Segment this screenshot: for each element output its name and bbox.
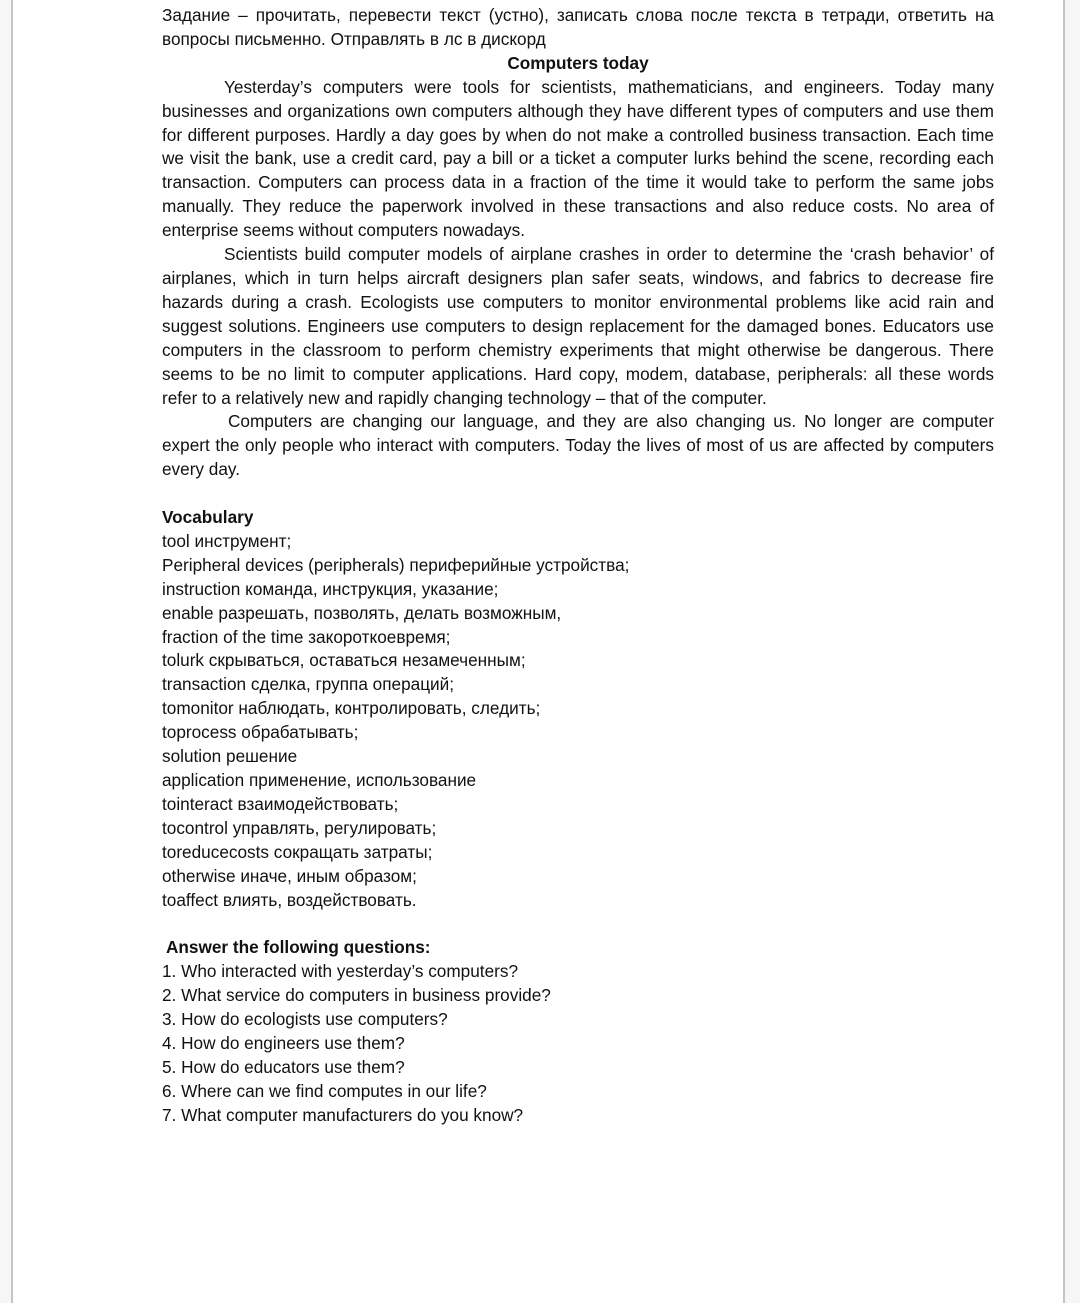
question-item: 5. How do educators use them? xyxy=(162,1056,405,1077)
questions-list xyxy=(162,960,994,1127)
vocabulary-heading: Vocabulary xyxy=(162,507,254,528)
document-page xyxy=(11,0,1065,1303)
vocabulary-item: toreducecosts сокращать затраты; xyxy=(162,841,433,862)
question-item: 7. What computer manufacturers do you know? xyxy=(162,1104,524,1125)
vocabulary-item: tomonitor наблюдать, контролировать, следить; xyxy=(162,698,541,719)
spacer xyxy=(162,912,994,936)
paragraph-1: Yesterday’s computers were tools for scientists, mathematicians, and engineers. Today many businesses and organizations own computers although they have different types of computers and use them for different purposes. Hardly a day goes by when do not make a controlled business transaction. Each time we visit the bank, use a credit card, pay a bill or a ticket a computer lurks behind the scene, recording each transaction. Computers can process data in a fraction of the time it would take to perform the same jobs manually. They reduce the paperwork involved in these transactions and also reduce costs. No area of enterprise seems without computers nowadays. xyxy=(162,76,994,241)
question-item: 2. What service do computers in business provide? xyxy=(162,985,551,1006)
vocabulary-item: tocontrol управлять, регулировать; xyxy=(162,817,437,838)
vocabulary-item: enable разрешать, позволять, делать возможным, xyxy=(162,602,562,623)
vocabulary-item: Peripheral devices (peripherals) периферийные устройства; xyxy=(162,554,630,575)
vocabulary-item: toaffect влиять, воздействовать. xyxy=(162,889,417,910)
question-item: 1. Who interacted with yesterday’s computers? xyxy=(162,961,519,982)
vocabulary-item: solution решение xyxy=(162,746,298,767)
vocabulary-item: tointeract взаимодействовать; xyxy=(162,793,399,814)
document-content xyxy=(162,4,994,1128)
paragraph-2: Scientists build computer models of airplane crashes in order to determine the ‘crash behavior’ of airplanes, which in turn helps aircraft designers plan safer seats, windows, and fabrics to decrease fire hazards during a crash. Ecologists use computers to monitor environmental problems like acid rain and suggest solutions. Engineers use computers to design replacement for the damaged bones. Educators use computers in the classroom to perform chemistry experiments that might otherwise be dangerous. There seems to be no limit to computer applications. Hard copy, modem, database, peripherals: all these words refer to a relatively new and rapidly changing technology – that of the computer. xyxy=(162,244,994,408)
question-item: 6. Where can we find computes in our life? xyxy=(162,1080,487,1101)
vocabulary-item: tool инструмент; xyxy=(162,530,292,551)
vocabulary-item: instruction команда, инструкция, указание; xyxy=(162,578,499,599)
vocabulary-item: transaction сделка, группа операций; xyxy=(162,674,455,695)
question-item: 3. How do ecologists use computers? xyxy=(162,1009,448,1030)
vocabulary-list xyxy=(162,530,994,913)
assignment-instructions: Задание – прочитать, перевести текст (устно), записать слова после текста в тетради, ответить на вопросы письменно. Отправлять в лс в дискорд xyxy=(162,5,994,49)
vocabulary-item: tolurk скрываться, оставаться незамеченным; xyxy=(162,650,526,671)
spacer xyxy=(162,482,994,506)
text-title: Computers today xyxy=(507,52,649,73)
question-item: 4. How do engineers use them? xyxy=(162,1032,405,1053)
vocabulary-item: toprocess обрабатывать; xyxy=(162,722,359,743)
vocabulary-item: fraction of the time закороткоевремя; xyxy=(162,626,451,647)
questions-heading: Answer the following questions: xyxy=(166,937,431,958)
paragraph-3: Computers are changing our language, and they are also changing us. No longer are computer expert the only people who interact with computers. Today the lives of most of us are affected by computers every day. xyxy=(162,411,994,480)
vocabulary-item: application применение, использование xyxy=(162,769,477,790)
vocabulary-item: otherwise иначе, иным образом; xyxy=(162,865,417,886)
